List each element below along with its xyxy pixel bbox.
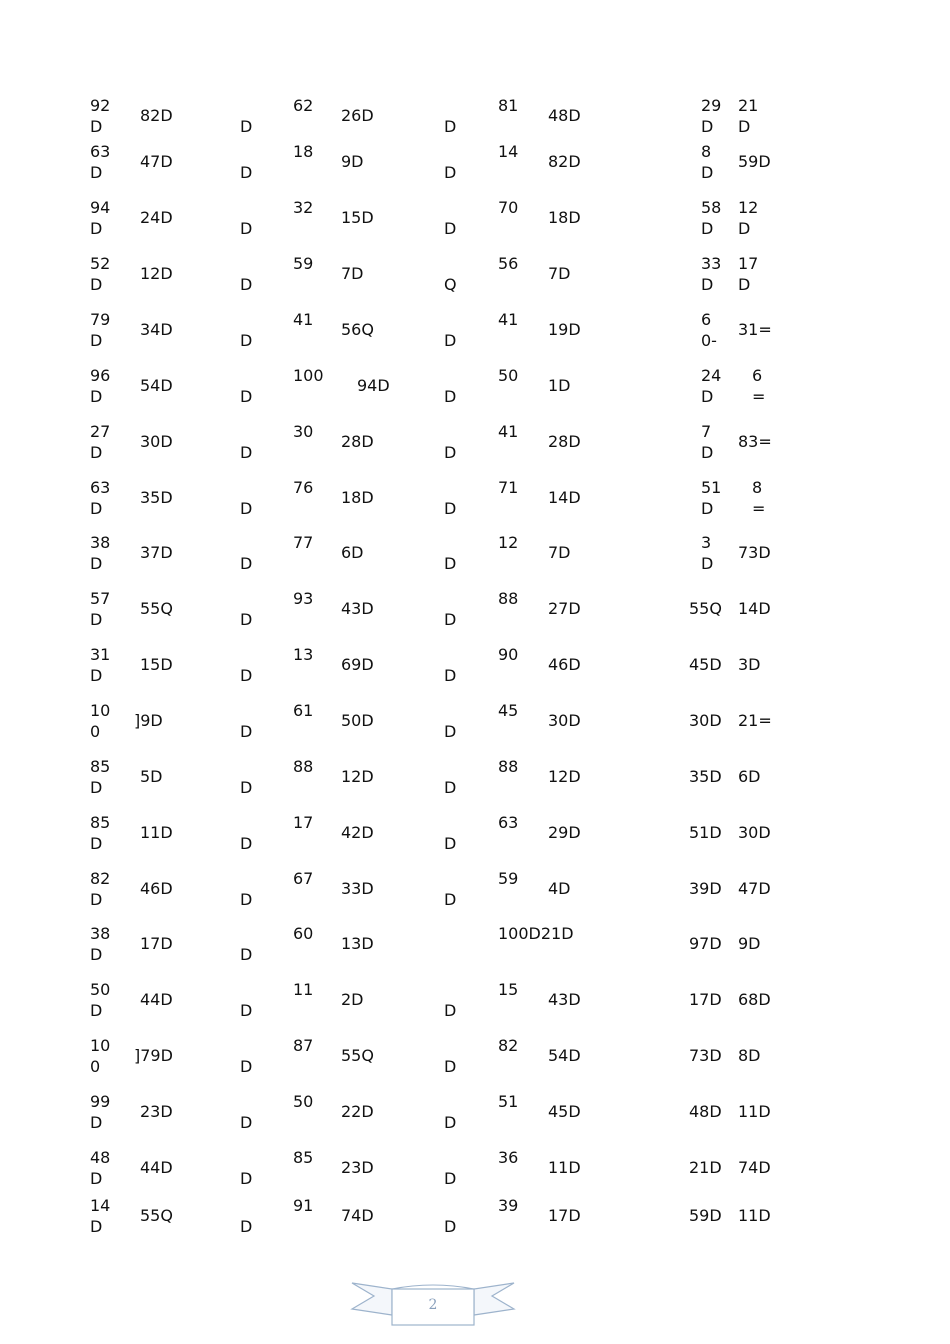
cell-r9-c2: 37D [140,543,173,562]
cell-r14-c9: 51D [689,823,722,842]
cell-r6-c3: D [240,387,253,406]
cell-r20-c4: 85 [293,1148,314,1167]
cell-r11-c2: 15D [140,655,173,674]
cell-r17-c1: 50 D [90,980,111,1020]
cell-r5-c5: 56Q [341,320,374,339]
cell-r5-c6: D [444,331,457,350]
cell-r20-c7: 36 [498,1148,519,1167]
cell-r9-c7: 12 [498,533,519,552]
cell-r12-c7: 45 [498,701,519,720]
cell-r16-c5: 13D [341,934,374,953]
cell-r3-c10: 58 D [701,198,722,238]
cell-r21-c2: 55Q [140,1206,173,1225]
cell-r19-c11: 11D [738,1102,771,1121]
cell-r2-c8: 82D [548,152,581,171]
cell-r8-c10: 51 D [701,478,722,518]
cell-r9-c1: 38 D [90,533,111,573]
cell-r1-c11: 21 D [738,96,759,136]
cell-r3-c4: 32 [293,198,314,217]
cell-r2-c10: 8 D [701,142,714,182]
cell-r21-c1: 14 D [90,1196,111,1236]
cell-r7-c6: D [444,443,457,462]
cell-r7-c5: 28D [341,432,374,451]
cell-r17-c5: 2D [341,990,364,1009]
cell-r13-c7: 88 [498,757,519,776]
cell-r14-c2: 11D [140,823,173,842]
cell-r8-c3: D [240,499,253,518]
cell-r19-c1: 99 D [90,1092,111,1132]
cell-r15-c6: D [444,890,457,909]
cell-r9-c3: D [240,554,253,573]
cell-r4-c3: D [240,275,253,294]
cell-r21-c9: 59D [689,1206,722,1225]
cell-r3-c8: 18D [548,208,581,227]
cell-r12-c3: D [240,722,253,741]
cell-r6-c8: 1D [548,376,571,395]
cell-r18-c7: 82 [498,1036,519,1055]
cell-r21-c7: 39 [498,1196,519,1215]
cell-r10-c1: 57 D [90,589,111,629]
cell-r16-c1: 38 D [90,924,111,964]
cell-r15-c8: 4D [548,879,571,898]
cell-r18-c6: D [444,1057,457,1076]
cell-r18-c4: 87 [293,1036,314,1055]
cell-r4-c2: 12D [140,264,173,283]
page-number: 2 [428,1297,438,1313]
cell-r7-c11: 83= [738,432,772,451]
cell-r1-c7: 81 [498,96,519,115]
cell-r19-c5: 22D [341,1102,374,1121]
cell-r10-c4: 93 [293,589,314,608]
cell-r15-c3: D [240,890,253,909]
cell-r16-c7: 100D21D [498,924,574,943]
cell-r11-c11: 3D [738,655,761,674]
cell-r5-c10: 6 0- [701,310,717,350]
cell-r20-c2: 44D [140,1158,173,1177]
cell-r19-c7: 51 [498,1092,519,1111]
cell-r15-c4: 67 [293,869,314,888]
cell-r18-c1: 10 0 [90,1036,111,1076]
cell-r17-c3: D [240,1001,253,1020]
cell-r13-c4: 88 [293,757,314,776]
cell-r4-c7: 56 [498,254,519,273]
cell-r11-c7: 90 [498,645,519,664]
cell-r18-c8: 54D [548,1046,581,1065]
cell-r2-c3: D [240,163,253,182]
cell-r6-c5: 94D [357,376,390,395]
cell-r10-c5: 43D [341,599,374,618]
cell-r8-c2: 35D [140,488,173,507]
cell-r12-c2: ]9D [134,711,163,730]
cell-r12-c1: 10 0 [90,701,111,741]
cell-r14-c3: D [240,834,253,853]
cell-r3-c2: 24D [140,208,173,227]
cell-r11-c4: 13 [293,645,314,664]
cell-r6-c1: 96 D [90,366,111,406]
cell-r13-c9: 35D [689,767,722,786]
cell-r9-c4: 77 [293,533,314,552]
cell-r5-c11: 31= [738,320,772,339]
cell-r4-c5: 7D [341,264,364,283]
cell-r14-c4: 17 [293,813,314,832]
cell-r20-c6: D [444,1169,457,1188]
cell-r21-c8: 17D [548,1206,581,1225]
cell-r5-c8: 19D [548,320,581,339]
cell-r13-c2: 5D [140,767,163,786]
cell-r13-c5: 12D [341,767,374,786]
cell-r4-c6: Q [444,275,457,294]
cell-r16-c11: 9D [738,934,761,953]
cell-r16-c2: 17D [140,934,173,953]
cell-r2-c1: 63 D [90,142,111,182]
cell-r10-c9: 55Q [689,599,722,618]
cell-r17-c8: 43D [548,990,581,1009]
cell-r18-c9: 73D [689,1046,722,1065]
cell-r8-c8: 14D [548,488,581,507]
cell-r10-c8: 27D [548,599,581,618]
cell-r1-c5: 26D [341,106,374,125]
cell-r12-c8: 30D [548,711,581,730]
cell-r15-c7: 59 [498,869,519,888]
cell-r5-c1: 79 D [90,310,111,350]
cell-r4-c10: 33 D [701,254,722,294]
cell-r8-c11: 8 = [752,478,766,518]
cell-r3-c11: 12 D [738,198,759,238]
cell-r14-c8: 29D [548,823,581,842]
cell-r19-c6: D [444,1113,457,1132]
cell-r8-c7: 71 [498,478,519,497]
cell-r17-c4: 11 [293,980,314,999]
cell-r9-c11: 73D [738,543,771,562]
cell-r11-c8: 46D [548,655,581,674]
cell-r10-c7: 88 [498,589,519,608]
cell-r10-c11: 14D [738,599,771,618]
cell-r7-c3: D [240,443,253,462]
cell-r2-c5: 9D [341,152,364,171]
cell-r7-c7: 41 [498,422,519,441]
cell-r8-c1: 63 D [90,478,111,518]
cell-r17-c7: 15 [498,980,519,999]
cell-r13-c8: 12D [548,767,581,786]
cell-r15-c1: 82 D [90,869,111,909]
cell-r3-c3: D [240,219,253,238]
cell-r14-c6: D [444,834,457,853]
cell-r16-c4: 60 [293,924,314,943]
cell-r6-c11: 6 = [752,366,766,406]
cell-r11-c5: 69D [341,655,374,674]
cell-r17-c6: D [444,1001,457,1020]
cell-r8-c4: 76 [293,478,314,497]
cell-r5-c3: D [240,331,253,350]
cell-r14-c7: 63 [498,813,519,832]
cell-r7-c2: 30D [140,432,173,451]
cell-r9-c10: 3 D [701,533,714,573]
cell-r12-c11: 21= [738,711,772,730]
cell-r20-c1: 48 D [90,1148,111,1188]
cell-r1-c1: 92 D [90,96,111,136]
cell-r20-c8: 11D [548,1158,581,1177]
cell-r3-c1: 94 D [90,198,111,238]
cell-r5-c4: 41 [293,310,314,329]
cell-r16-c9: 97D [689,934,722,953]
cell-r19-c8: 45D [548,1102,581,1121]
cell-r2-c4: 18 [293,142,314,161]
cell-r10-c6: D [444,610,457,629]
cell-r15-c5: 33D [341,879,374,898]
cell-r7-c1: 27 D [90,422,111,462]
cell-r15-c9: 39D [689,879,722,898]
cell-r8-c5: 18D [341,488,374,507]
cell-r3-c5: 15D [341,208,374,227]
cell-r11-c3: D [240,666,253,685]
cell-r13-c3: D [240,778,253,797]
cell-r2-c7: 14 [498,142,519,161]
cell-r19-c3: D [240,1113,253,1132]
cell-r1-c4: 62 [293,96,314,115]
cell-r1-c6: D [444,117,457,136]
cell-r14-c5: 42D [341,823,374,842]
cell-r5-c7: 41 [498,310,519,329]
cell-r7-c4: 30 [293,422,314,441]
cell-r11-c9: 45D [689,655,722,674]
cell-r6-c7: 50 [498,366,519,385]
cell-r4-c11: 17 D [738,254,759,294]
cell-r12-c6: D [444,722,457,741]
cell-r6-c2: 54D [140,376,173,395]
cell-r11-c1: 31 D [90,645,111,685]
cell-r12-c9: 30D [689,711,722,730]
cell-r15-c11: 47D [738,879,771,898]
cell-r7-c8: 28D [548,432,581,451]
cell-r7-c10: 7 D [701,422,714,462]
cell-r6-c10: 24 D [701,366,722,406]
cell-r18-c5: 55Q [341,1046,374,1065]
cell-r9-c5: 6D [341,543,364,562]
cell-r3-c7: 70 [498,198,519,217]
cell-r19-c2: 23D [140,1102,173,1121]
cell-r8-c6: D [444,499,457,518]
cell-r6-c4: 100 [293,366,324,385]
cell-r21-c3: D [240,1217,253,1236]
cell-r13-c6: D [444,778,457,797]
cell-r9-c8: 7D [548,543,571,562]
cell-r18-c3: D [240,1057,253,1076]
cell-r1-c3: D [240,117,253,136]
cell-r21-c5: 74D [341,1206,374,1225]
cell-r4-c4: 59 [293,254,314,273]
cell-r1-c10: 29 D [701,96,722,136]
cell-r13-c11: 6D [738,767,761,786]
cell-r14-c11: 30D [738,823,771,842]
cell-r21-c11: 11D [738,1206,771,1225]
cell-r17-c2: 44D [140,990,173,1009]
cell-r3-c6: D [444,219,457,238]
cell-r19-c4: 50 [293,1092,314,1111]
cell-r1-c8: 48D [548,106,581,125]
cell-r11-c6: D [444,666,457,685]
cell-r19-c9: 48D [689,1102,722,1121]
cell-r1-c2: 82D [140,106,173,125]
cell-r20-c5: 23D [341,1158,374,1177]
cell-r13-c1: 85 D [90,757,111,797]
cell-r2-c11: 59D [738,152,771,171]
cell-r18-c11: 8D [738,1046,761,1065]
cell-r12-c5: 50D [341,711,374,730]
cell-r2-c6: D [444,163,457,182]
cell-r21-c4: 91 [293,1196,314,1215]
cell-r20-c11: 74D [738,1158,771,1177]
cell-r21-c6: D [444,1217,457,1236]
cell-r18-c2: ]79D [134,1046,173,1065]
cell-r2-c2: 47D [140,152,173,171]
cell-r6-c6: D [444,387,457,406]
cell-r12-c4: 61 [293,701,314,720]
cell-r5-c2: 34D [140,320,173,339]
cell-r10-c3: D [240,610,253,629]
cell-r17-c11: 68D [738,990,771,1009]
cell-r17-c9: 17D [689,990,722,1009]
cell-r4-c1: 52 D [90,254,111,294]
cell-r20-c9: 21D [689,1158,722,1177]
cell-r10-c2: 55Q [140,599,173,618]
cell-r4-c8: 7D [548,264,571,283]
cell-r9-c6: D [444,554,457,573]
cell-r14-c1: 85 D [90,813,111,853]
cell-r16-c3: D [240,945,253,964]
cell-r20-c3: D [240,1169,253,1188]
cell-r15-c2: 46D [140,879,173,898]
